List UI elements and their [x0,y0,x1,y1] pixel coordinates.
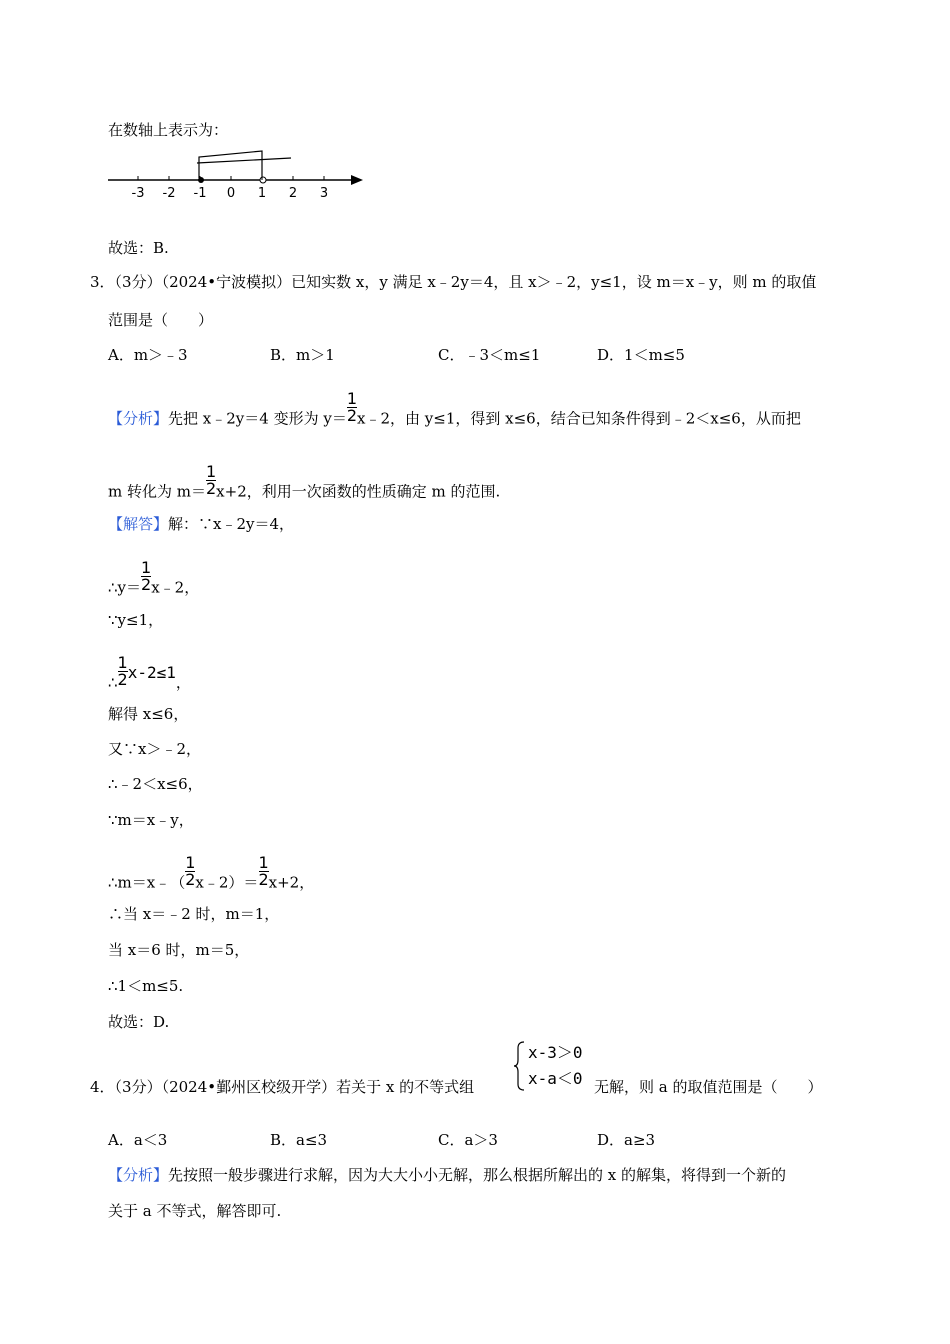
tick-label: 1 [257,186,267,201]
q4-analysis-line2: 关于 a 不等式，解答即可. [108,1202,282,1220]
ray-right [197,158,291,163]
tick-label: 2 [288,186,298,201]
q3-analysis-line2: m 转化为 m＝ $\frac{1}{2}$ x+2，利用一次函数的性质确定 m 的范围. [108,462,501,501]
q3-option-c: C．﹣3＜m≤1 [438,346,541,364]
left-brace-icon [512,1040,526,1092]
q3-step6: ∴﹣2＜x≤6， [108,775,203,793]
q4-head-a: 4．（3分）（2024•鄞州区校级开学）若关于 x 的不等式组 [90,1078,475,1096]
fraction-half: $\frac{1}{2}$ [205,462,217,498]
q4-option-d: D．a≥3 [597,1131,656,1149]
q3-step1: ∴y＝ $\frac{1}{2}$ x﹣2， [108,558,200,597]
q3-head2: 范围是（ ） [108,311,214,329]
q3-step7: ∵m＝x﹣y， [108,811,194,829]
tick-label: 0 [226,186,236,201]
number-line-figure [105,145,370,205]
tick-label: -1 [193,186,207,201]
q4-analysis-line1: 【分析】先按照一般步骤进行求解，因为大大小小无解，那么根据所解出的 x 的解集，将得到一个新的 [108,1166,787,1184]
system-line-2: x-a＜0 [528,1069,583,1088]
q3-step10: 当 x＝6 时，m＝5， [108,941,250,959]
solution-tag: 【解答】 [108,515,169,533]
q3-step5: 又∵x＞﹣2， [108,740,202,758]
q3-step4: 解得 x≤6， [108,705,189,723]
fraction-half: $\frac{1}{2}$ [141,558,152,594]
q3-answer: 故选：D. [108,1013,170,1031]
q3-option-a: A．m＞﹣3 [108,346,188,364]
open-point-1 [260,177,266,183]
q3-option-d: D．1＜m≤5 [597,346,685,364]
fraction-half: $\frac{1}{2}$ [258,853,269,889]
tick-label: -2 [162,186,176,201]
tick-label: -3 [131,186,145,201]
q4-head-b: 无解，则 a 的取值范围是（ ） [594,1078,823,1096]
fraction-half: $\frac{1}{2}$ [346,389,358,425]
analysis-tag: 【分析】 [108,1166,169,1184]
fraction-half: $\frac{1}{2}$ [185,853,196,889]
q3-solution-head: 【解答】解：∵x﹣2y＝4， [108,515,295,533]
system-line-1: x-3＞0 [528,1043,583,1062]
answer-q2: 故选：B. [108,239,169,257]
intro-text: 在数轴上表示为： [108,121,229,139]
q3-head: 3．（3分）（2024•宁波模拟）已知实数 x，y 满足 x﹣2y＝4，且 x＞﹣2，y≤1，设 m＝x﹣y，则 m 的取值 [90,273,817,291]
q4-option-b: B．a≤3 [270,1131,328,1149]
axis-arrow-icon [351,175,363,185]
q3-step8: ∴m＝x﹣（ $\frac{1}{2}$ x﹣2）＝ $\frac{1}{2}$ x+2， [108,853,315,892]
solid-point-neg1 [198,177,204,183]
q3-step11: ∴1＜m≤5. [108,977,184,995]
q4-option-c: C．a＞3 [438,1131,498,1149]
q3-step9: ∴当 x＝﹣2 时，m＝1， [108,905,280,923]
q3-step3: ∴ $\frac{1}{2}$ x-2≤1， [108,653,191,692]
tick-label: 3 [319,186,329,201]
q3-option-b: B．m＞1 [270,346,335,364]
q3-analysis-line1: 【分析】先把 x﹣2y＝4 变形为 y＝ $\frac{1}{2}$ x﹣2，由 y≤1，得到 x≤6，结合已知条件得到﹣2＜x≤6，从而把 [108,389,801,428]
analysis-tag: 【分析】 [108,409,169,428]
solution-bracket [199,151,262,178]
inequality-system [512,1040,592,1092]
fraction-half: $\frac{1}{2}$ [117,653,128,689]
q3-step2: ∵y≤1， [108,611,164,629]
q4-option-a: A．a＜3 [108,1131,168,1149]
